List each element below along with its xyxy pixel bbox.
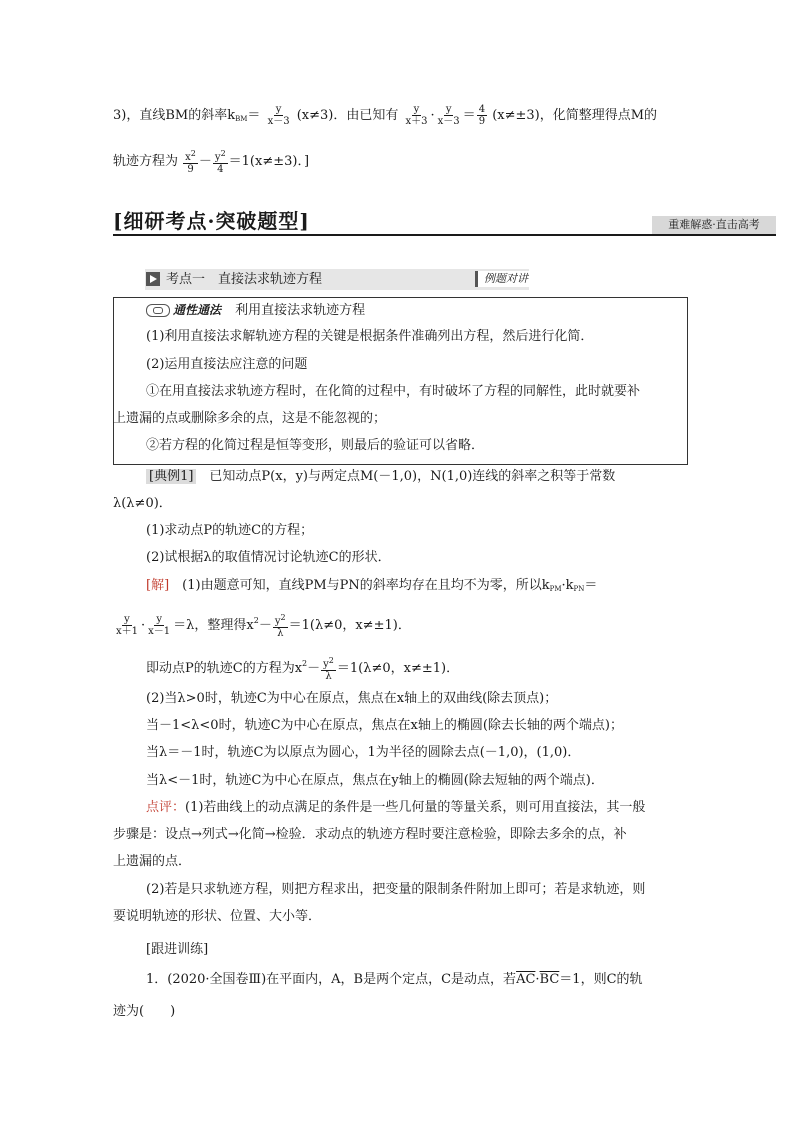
kaodian-label: 考点一 直接法求轨迹方程 <box>166 272 323 287</box>
text-segment: 即动点P的轨迹C的方程为x <box>146 661 303 676</box>
comment-line-1 <box>146 798 645 818</box>
fraction <box>436 104 462 127</box>
followup-question-1-cont: 迹为( ) <box>113 1004 176 1019</box>
solution-line-1 <box>146 576 597 599</box>
superscript: 2 <box>280 613 286 622</box>
text-segment: (x≠±3)，化简整理得点M的 <box>492 108 658 123</box>
denominator: λ <box>325 671 332 682</box>
denominator: 4 <box>217 164 224 175</box>
numerator: y <box>156 614 162 625</box>
method-p4: ②若方程的化简过程是恒等变形，则最后的验证可以省略． <box>146 438 485 453</box>
text-segment: · <box>141 618 146 633</box>
continued-line-1 <box>113 104 657 129</box>
text-segment: ＝1，则C的轨 <box>559 972 643 987</box>
comment-line-5: 要说明轨迹的形状、位置、大小等． <box>113 909 322 924</box>
numerator <box>183 148 198 164</box>
vector-bc: $\overline{BC}$ <box>539 972 560 987</box>
solution-line-2 <box>113 611 411 639</box>
method-badge-label: 通性通法 <box>173 303 222 317</box>
text-segment: ＝1(λ≠0，x≠±1)． <box>336 661 460 676</box>
denominator: λ <box>277 628 284 639</box>
text-segment: ＝ <box>462 108 476 123</box>
followup-tag: [跟进训练] <box>146 942 209 957</box>
text-segment: 1．(2020·全国卷Ⅲ)在平面内，A，B是两个定点，C是动点，若 <box>146 972 517 987</box>
text-segment: (x≠3)．由已知有 <box>296 108 399 123</box>
numerator: 4 <box>478 104 486 115</box>
text-segment: 轨迹方程为 <box>113 154 179 169</box>
method-title: 利用直接法求轨迹方程 <box>235 303 366 318</box>
denominator: x＋1 <box>116 626 139 637</box>
comment-label: 点评： <box>146 800 186 815</box>
superscript: 2 <box>190 149 196 158</box>
method-p2: (2)运用直接法应注意的问题 <box>146 357 308 372</box>
text-segment: · <box>430 108 435 123</box>
text-segment: ＝1(λ≠0，x≠±1)． <box>288 618 411 633</box>
superscript: 2 <box>220 149 226 158</box>
text-segment: ＝1(x≠±3)．] <box>228 154 310 169</box>
denominator: 9 <box>187 164 194 175</box>
text-segment: · <box>535 972 540 987</box>
text-segment: y <box>323 659 329 670</box>
section-tag: 重难解惑·直击高考 <box>652 216 776 234</box>
text-segment: y <box>214 152 221 163</box>
subscript: PN <box>573 585 585 593</box>
continued-line-2 <box>113 148 309 175</box>
text-segment: ＝λ，整理得x <box>173 618 254 633</box>
text-segment: (1)若曲线上的动点满足的条件是一些几何量的等量关系，则可用直接法，其一般 <box>185 800 646 815</box>
fraction <box>477 104 487 127</box>
superscript: 2 <box>302 659 308 668</box>
numerator <box>273 612 288 628</box>
question-1: (1)求动点P的轨迹C的方程； <box>146 523 314 538</box>
denominator: 9 <box>478 116 486 127</box>
text-segment: y <box>274 616 281 627</box>
text-segment: － <box>307 661 321 676</box>
text-segment: ＝ <box>247 108 261 123</box>
solution-line-5: 当－1<λ<0时，轨迹C为中心在原点，焦点在x轴上的椭圆(除去长轴的两个端点)； <box>146 718 623 733</box>
fraction <box>146 614 172 637</box>
vector-ac: $\overline{AC}$ <box>516 972 536 987</box>
text-segment: (1)由题意可知，直线PM与PN的斜率均存在且均不为零，所以k <box>169 578 550 593</box>
fraction <box>266 104 292 127</box>
numerator <box>321 655 336 671</box>
fraction <box>404 104 430 127</box>
numerator: y <box>413 104 420 115</box>
play-icon <box>146 272 160 286</box>
section-title: [细研考点·突破题型] <box>113 209 310 233</box>
subscript: PM <box>549 585 562 593</box>
solution-line-6: 当λ＝－1时，轨迹C为以原点为圆心，1为半径的圆除去点(－1,0)，(1,0)． <box>146 745 581 760</box>
method-p3b: 上遗漏的点或删除多余的点，这是不能忽视的； <box>113 411 387 426</box>
numerator: y <box>275 104 282 115</box>
text-segment: 3)，直线BM的斜率k <box>113 108 236 123</box>
fraction <box>321 655 336 682</box>
example-stem-1 <box>146 467 615 487</box>
text-segment: ·k <box>561 578 574 593</box>
text-segment: x <box>185 152 191 163</box>
solution-line-3 <box>146 654 459 682</box>
text-segment: ＝ <box>584 578 598 593</box>
comment-line-2: 步骤是：设点→列式→化简→检验．求动点的轨迹方程时要注意检验，即除去多余的点，补 <box>113 827 627 842</box>
example-tag: [典例1] <box>146 469 196 484</box>
fraction <box>183 148 198 175</box>
denominator: x＋3 <box>405 116 428 127</box>
question-2: (2)试根据λ的取值情况讨论轨迹C的形状． <box>146 550 391 565</box>
subscript: BM <box>235 115 248 123</box>
kaodian-tag: 例题对讲 <box>475 271 534 287</box>
text-segment: － <box>258 618 272 633</box>
comment-line-4: (2)若是只求轨迹方程，则把方程求出，把变量的限制条件附加上即可；若是求轨迹，则 <box>146 882 646 897</box>
denominator: x－3 <box>437 116 460 127</box>
numerator <box>213 148 228 164</box>
superscript: 2 <box>328 656 334 665</box>
superscript: 2 <box>253 616 259 625</box>
comment-line-3: 上遗漏的点． <box>113 854 192 869</box>
fraction <box>273 612 288 639</box>
example-stem-2: λ(λ≠0)． <box>113 496 172 511</box>
text-segment: 已知动点P(x，y)与两定点M(－1,0)，N(1,0)连线的斜率之积等于常数 <box>196 469 616 484</box>
denominator: x－3 <box>267 116 290 127</box>
numerator: y <box>445 104 452 115</box>
method-p3a: ①在用直接法求轨迹方程时，在化简的过程中，有时破坏了方程的同解性，此时就要补 <box>146 384 641 399</box>
method-p1: (1)利用直接法求解轨迹方程的关键是根据条件准确列出方程，然后进行化简． <box>146 329 594 344</box>
fraction <box>114 614 140 637</box>
numerator: y <box>124 614 130 625</box>
solution-line-4: (2)当λ>0时，轨迹C为中心在原点，焦点在x轴上的双曲线(除去顶点)； <box>146 691 558 706</box>
method-heading <box>146 300 365 321</box>
solution-line-7: 当λ<－1时，轨迹C为中心在原点，焦点在y轴上的椭圆(除去短轴的两个端点)． <box>146 773 604 788</box>
followup-question-1 <box>146 970 643 990</box>
section-divider <box>113 234 776 236</box>
fraction <box>213 148 228 175</box>
method-badge-icon <box>146 304 170 317</box>
denominator: x－1 <box>148 626 171 637</box>
solution-tag: [解] <box>146 578 170 593</box>
text-segment: － <box>198 154 212 169</box>
